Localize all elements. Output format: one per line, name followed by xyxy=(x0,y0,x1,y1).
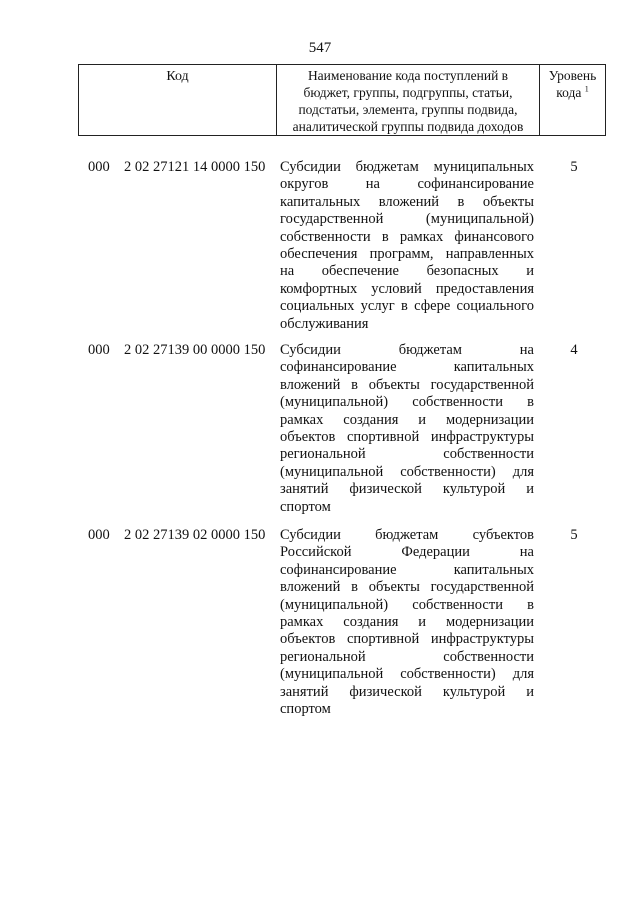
row-name-line: объектов спортивной инфраструктуры xyxy=(280,429,534,446)
row-name-line: государственной (муниципальной) xyxy=(280,211,534,228)
row-name-line: собственности в рамках финансового xyxy=(280,228,534,245)
row-name xyxy=(280,342,534,516)
row-level: 5 xyxy=(570,159,578,175)
row-name-line: софинансирование капитальных xyxy=(280,359,534,376)
row-name-line: региональной собственности xyxy=(280,446,534,463)
header-level-footnote: 1 xyxy=(584,84,589,94)
row-prefix: 000 xyxy=(88,159,110,175)
row-code: 2 02 27121 14 0000 150 xyxy=(124,159,266,175)
row-prefix: 000 xyxy=(88,527,110,543)
row-name-line: социальных услуг в сфере социального xyxy=(280,298,534,315)
row-name-line: (муниципальной собственности) для xyxy=(280,463,534,480)
row-name-line: региональной собственности xyxy=(280,648,534,665)
row-name-line: на обеспечение безопасных и xyxy=(280,263,534,280)
row-name-line: (муниципальной) собственности в xyxy=(280,394,534,411)
page-number: 547 xyxy=(308,40,332,56)
row-prefix: 000 xyxy=(88,342,110,358)
header-level-text: кода xyxy=(556,85,582,100)
row-name-line: занятий физической культурой и xyxy=(280,683,534,700)
row-name-line: обеспечения программ, направленных xyxy=(280,246,534,263)
row-name-line: занятий физической культурой и xyxy=(280,481,534,498)
row-name-line: рамках создания и модернизации xyxy=(280,411,534,428)
row-name-line: вложений в объекты государственной xyxy=(280,376,534,393)
header-level xyxy=(540,65,605,135)
row-code: 2 02 27139 02 0000 150 xyxy=(124,527,266,543)
row-name-line: обслуживания xyxy=(280,315,369,332)
header-name-line: бюджет, группы, подгруппы, статьи, xyxy=(303,85,513,100)
row-name-line: Субсидии бюджетам муниципальных xyxy=(280,159,534,175)
header-name xyxy=(277,65,540,135)
row-name-line: (муниципальной) собственности в xyxy=(280,596,534,613)
header-name-line: подстатьи, элемента, группы подвида, xyxy=(298,102,518,117)
header-level-line2 xyxy=(540,84,605,101)
row-name-line: Субсидии бюджетам на xyxy=(280,342,534,358)
row-level: 5 xyxy=(570,527,578,543)
row-name-line: рамках создания и модернизации xyxy=(280,614,534,631)
table-header xyxy=(78,64,606,136)
row-level: 4 xyxy=(570,342,578,358)
row-name-line: софинансирование капитальных xyxy=(280,561,534,578)
header-level-line1: Уровень xyxy=(548,68,597,83)
row-name-line: комфортных условий предоставления xyxy=(280,280,534,297)
row-name-line: вложений в объекты государственной xyxy=(280,579,534,596)
row-name-line: округов на софинансирование xyxy=(280,176,534,193)
header-name-line: аналитической группы подвида доходов xyxy=(292,119,524,134)
row-name-line: Субсидии бюджетам субъектов xyxy=(280,527,534,543)
row-name-line: (муниципальной собственности) для xyxy=(280,666,534,683)
row-name-line: спортом xyxy=(280,498,331,515)
header-code: Код xyxy=(79,65,277,135)
row-name xyxy=(280,527,534,718)
row-name-line: спортом xyxy=(280,701,331,718)
row-name-line: капитальных вложений в объекты xyxy=(280,193,534,210)
row-name-line: Российской Федерации на xyxy=(280,544,534,561)
row-name xyxy=(280,159,534,333)
header-name-line: Наименование кода поступлений в xyxy=(307,68,509,83)
row-code: 2 02 27139 00 0000 150 xyxy=(124,342,266,358)
row-name-line: объектов спортивной инфраструктуры xyxy=(280,631,534,648)
